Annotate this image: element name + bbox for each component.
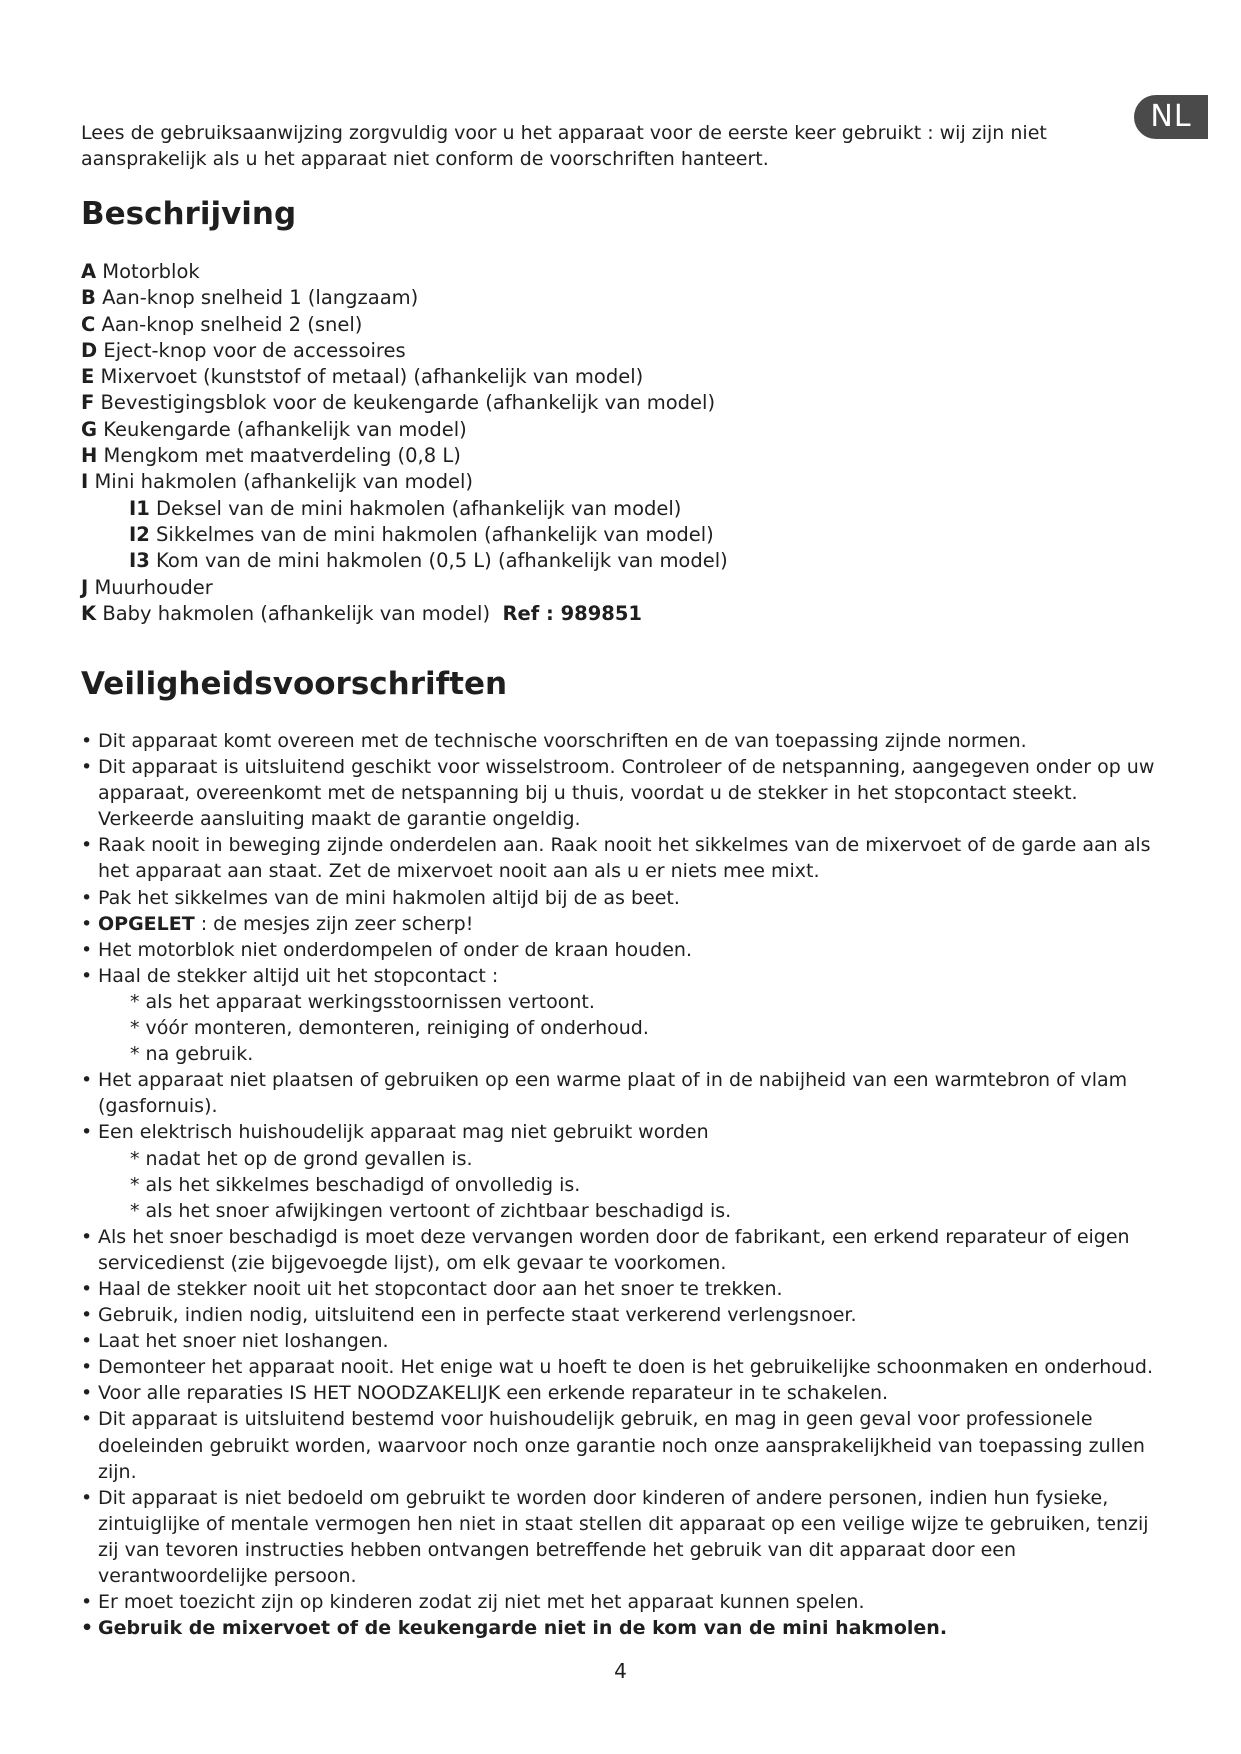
safety-item-bold: • Gebruik de mixervoet of de keukengarde niet in de kom van de mini hakmolen. (81, 1615, 1171, 1641)
description-item: I Mini hakmolen (afhankelijk van model) (81, 470, 473, 494)
reference-number: Ref : 989851 (502, 601, 642, 625)
safety-list (81, 728, 1171, 1641)
section-title-safety: Veiligheidsvoorschriften (81, 666, 508, 702)
safety-item: • Raak nooit in beweging zijnde onderdelen aan. Raak nooit het sikkelmes van de mixervoet of de garde aan als het apparaat aan staat. Zet de mixervoet nooit aan als u er niets mee mixt. (81, 832, 1171, 884)
safety-item: • Dit apparaat is uitsluitend geschikt voor wisselstroom. Controleer of de netspanning, aangegeven onder op uw apparaat, overeenkomt met de netspanning bij u thuis, voordat u de stekker in het stopcontact steekt. Verkeerde aansluiting maakt de garantie ongeldig. (81, 754, 1171, 832)
safety-subitem: * als het snoer afwijkingen vertoont of zichtbaar beschadigd is. (130, 1199, 732, 1222)
safety-item: • Het motorblok niet onderdompelen of onder de kraan houden. (81, 937, 1171, 963)
description-item: E Mixervoet (kunststof of metaal) (afhankelijk van model) (81, 365, 644, 389)
description-item: D Eject-knop voor de accessoires (81, 338, 406, 362)
safety-item: • Dit apparaat is niet bedoeld om gebruikt te worden door kinderen of andere personen, indien hun fysieke, zintuiglijke of mentale vermogen hen niet in staat stellen dit apparaat op een veilige wijze te gebruiken, tenzij zij van tevoren instructies hebben ontvangen betreffende het gebruik van dit apparaat door een verantwoordelijke persoon. (81, 1485, 1171, 1589)
description-item: B Aan-knop snelheid 1 (langzaam) (81, 286, 419, 310)
description-subitem: I2 Sikkelmes van de mini hakmolen (afhankelijk van model) (129, 522, 714, 546)
section-title-description: Beschrijving (81, 196, 297, 232)
description-subitem: I1 Deksel van de mini hakmolen (afhankelijk van model) (129, 496, 682, 520)
safety-subitem: * als het sikkelmes beschadigd of onvolledig is. (130, 1173, 581, 1196)
safety-item: • Er moet toezicht zijn op kinderen zodat zij niet met het apparaat kunnen spelen. (81, 1589, 1171, 1615)
safety-subitem: * na gebruik. (130, 1043, 254, 1066)
safety-item: • Voor alle reparaties IS HET NOODZAKELIJK een erkende reparateur in te schakelen. (81, 1380, 1171, 1406)
safety-item: • Een elektrisch huishoudelijk apparaat mag niet gebruikt worden (81, 1119, 1171, 1145)
description-list (81, 259, 728, 627)
intro-text: Lees de gebruiksaanwijzing zorgvuldig voor u het apparaat voor de eerste keer gebruikt : wij zijn niet aansprakelijk als u het apparaat niet conform de voorschriften hanteert. (81, 122, 1047, 170)
page-number: 4 (614, 1659, 627, 1683)
safety-item-warning: • OPGELET : de mesjes zijn zeer scherp! (81, 911, 1171, 937)
safety-item: • Laat het snoer niet loshangen. (81, 1328, 1171, 1354)
description-item: F Bevestigingsblok voor de keukengarde (afhankelijk van model) (81, 391, 716, 415)
language-badge: NL (1134, 95, 1208, 139)
safety-item: • Het apparaat niet plaatsen of gebruiken op een warme plaat of in de nabijheid van een warmtebron of vlam (gasfornuis). (81, 1067, 1171, 1119)
safety-item: • Als het snoer beschadigd is moet deze vervangen worden door de fabrikant, een erkend reparateur of eigen servicedienst (zie bijgevoegde lijst), om elk gevaar te voorkomen. (81, 1224, 1171, 1276)
safety-item: • Gebruik, indien nodig, uitsluitend een in perfecte staat verkerend verlengsnoer. (81, 1302, 1171, 1328)
description-item: K Baby hakmolen (afhankelijk van model) Ref : 989851 (81, 601, 642, 625)
description-item: A Motorblok (81, 260, 200, 283)
safety-item: • Pak het sikkelmes van de mini hakmolen altijd bij de as beet. (81, 885, 1171, 911)
description-item: G Keukengarde (afhankelijk van model) (81, 417, 467, 441)
safety-item: • Haal de stekker altijd uit het stopcontact : (81, 963, 1171, 989)
description-item: H Mengkom met maatverdeling (0,8 L) (81, 444, 461, 468)
safety-item: • Dit apparaat komt overeen met de technische voorschriften en de van toepassing zijnde normen. (81, 728, 1171, 754)
safety-item: • Dit apparaat is uitsluitend bestemd voor huishoudelijk gebruik, en mag in geen geval voor professionele doeleinden gebruikt worden, waarvoor noch onze garantie noch onze aansprakelijkheid van toepassing zullen zijn. (81, 1406, 1171, 1484)
safety-subitem: * vóór monteren, demonteren, reiniging of onderhoud. (130, 1017, 649, 1040)
safety-subitem: * nadat het op de grond gevallen is. (130, 1147, 473, 1170)
description-item: C Aan-knop snelheid 2 (snel) (81, 312, 363, 336)
description-subitem: I3 Kom van de mini hakmolen (0,5 L) (afhankelijk van model) (129, 549, 728, 573)
safety-subitem: * als het apparaat werkingsstoornissen vertoont. (130, 990, 595, 1013)
description-item: J Muurhouder (81, 575, 213, 599)
safety-item: • Haal de stekker nooit uit het stopcontact door aan het snoer te trekken. (81, 1276, 1171, 1302)
safety-item: • Demonteer het apparaat nooit. Het enige wat u hoeft te doen is het gebruikelijke schoonmaken en onderhoud. (81, 1354, 1171, 1380)
